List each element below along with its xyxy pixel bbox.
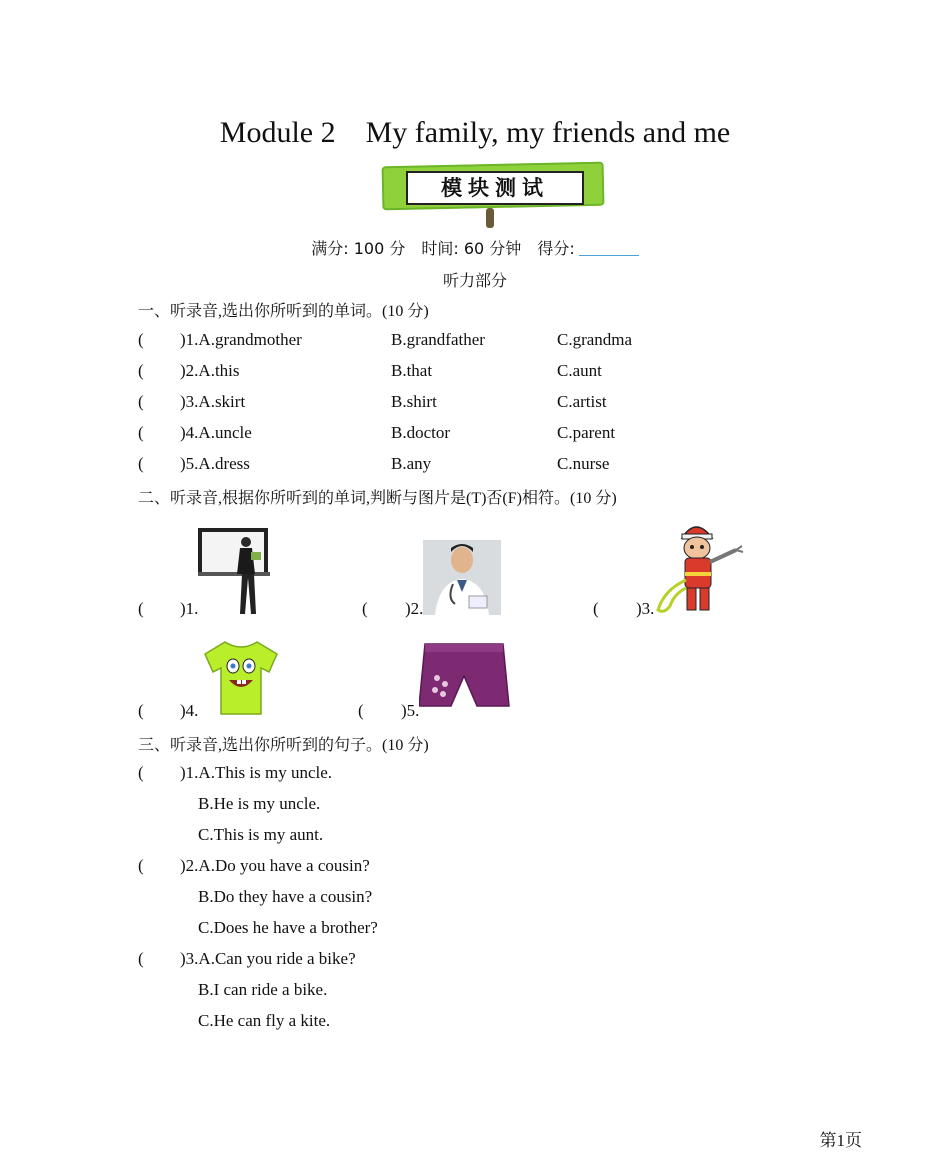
answer-paren[interactable]: ( [138, 454, 144, 473]
module-test-banner [378, 160, 608, 230]
firefighter-picture [652, 518, 744, 618]
option-b: B.He is my uncle. [198, 794, 321, 813]
option-a: )1.A.grandmother [180, 330, 302, 349]
option-b: B.doctor [391, 423, 451, 442]
answer-paren[interactable]: ( [138, 856, 144, 875]
part1-heading: 一、听录音,选出你所听到的单词。(10 分) [138, 303, 429, 320]
option-c: C.This is my aunt. [198, 825, 324, 844]
part2-item-3: )3. [636, 599, 655, 618]
option-c: C.grandma [557, 330, 633, 349]
option-b: B.I can ride a bike. [198, 980, 328, 999]
part2-item-1: )1. [180, 599, 199, 618]
part2-answer-paren-5[interactable]: ( [358, 701, 364, 720]
time-limit: 时间: 60 分钟 [421, 239, 522, 258]
option-a: )3.A.Can you ride a bike? [180, 949, 356, 968]
score-label: 得分: [537, 239, 575, 258]
option-a: )2.A.Do you have a cousin? [180, 856, 370, 875]
part2-answer-paren-3[interactable]: ( [593, 599, 599, 618]
teacher-picture [198, 528, 272, 618]
option-a: )3.A.skirt [180, 392, 246, 411]
option-b: B.that [391, 361, 433, 380]
option-a: )2.A.this [180, 361, 240, 380]
option-a: )1.A.This is my uncle. [180, 763, 333, 782]
score-blank[interactable] [579, 255, 639, 256]
answer-paren[interactable]: ( [138, 361, 144, 380]
part2-answer-paren-4[interactable]: ( [138, 701, 144, 720]
banner-pin-icon [486, 208, 494, 228]
score-line [0, 236, 950, 259]
part3-heading: 三、听录音,选出你所听到的句子。(10 分) [138, 737, 429, 754]
banner-label: 模块测试 [406, 171, 584, 205]
listening-section-label: 听力部分 [442, 271, 507, 290]
part2-item-5: )5. [401, 701, 420, 720]
part2-answer-paren-1[interactable]: ( [138, 599, 144, 618]
option-a: )4.A.uncle [180, 423, 252, 442]
part2-answer-paren-2[interactable]: ( [362, 599, 368, 618]
option-c: C.artist [557, 392, 607, 411]
answer-paren[interactable]: ( [138, 392, 144, 411]
option-b: B.Do they have a cousin? [198, 887, 373, 906]
option-c: C.He can fly a kite. [198, 1011, 331, 1030]
answer-paren[interactable]: ( [138, 423, 144, 442]
option-c: C.parent [557, 423, 616, 442]
answer-paren[interactable]: ( [138, 330, 144, 349]
option-b: B.shirt [391, 392, 437, 411]
shorts-picture [419, 640, 511, 716]
answer-paren[interactable]: ( [138, 763, 144, 782]
option-b: B.grandfather [391, 330, 485, 349]
option-b: B.any [391, 454, 432, 473]
part2-item-4: )4. [180, 701, 199, 720]
option-c: C.nurse [557, 454, 610, 473]
tshirt-picture [203, 638, 279, 716]
answer-paren[interactable]: ( [138, 949, 144, 968]
option-c: C.aunt [557, 361, 602, 380]
part2-item-2: )2. [405, 599, 424, 618]
page-title: Module 2 My family, my friends and me [219, 116, 731, 149]
doctor-picture [423, 540, 501, 615]
option-c: C.Does he have a brother? [198, 918, 378, 937]
full-marks: 满分: 100 分 [311, 239, 406, 258]
part2-heading: 二、听录音,根据你所听到的单词,判断与图片是(T)否(F)相符。(10 分) [138, 490, 617, 507]
page-number: 第1页 [819, 1131, 862, 1150]
option-a: )5.A.dress [180, 454, 250, 473]
